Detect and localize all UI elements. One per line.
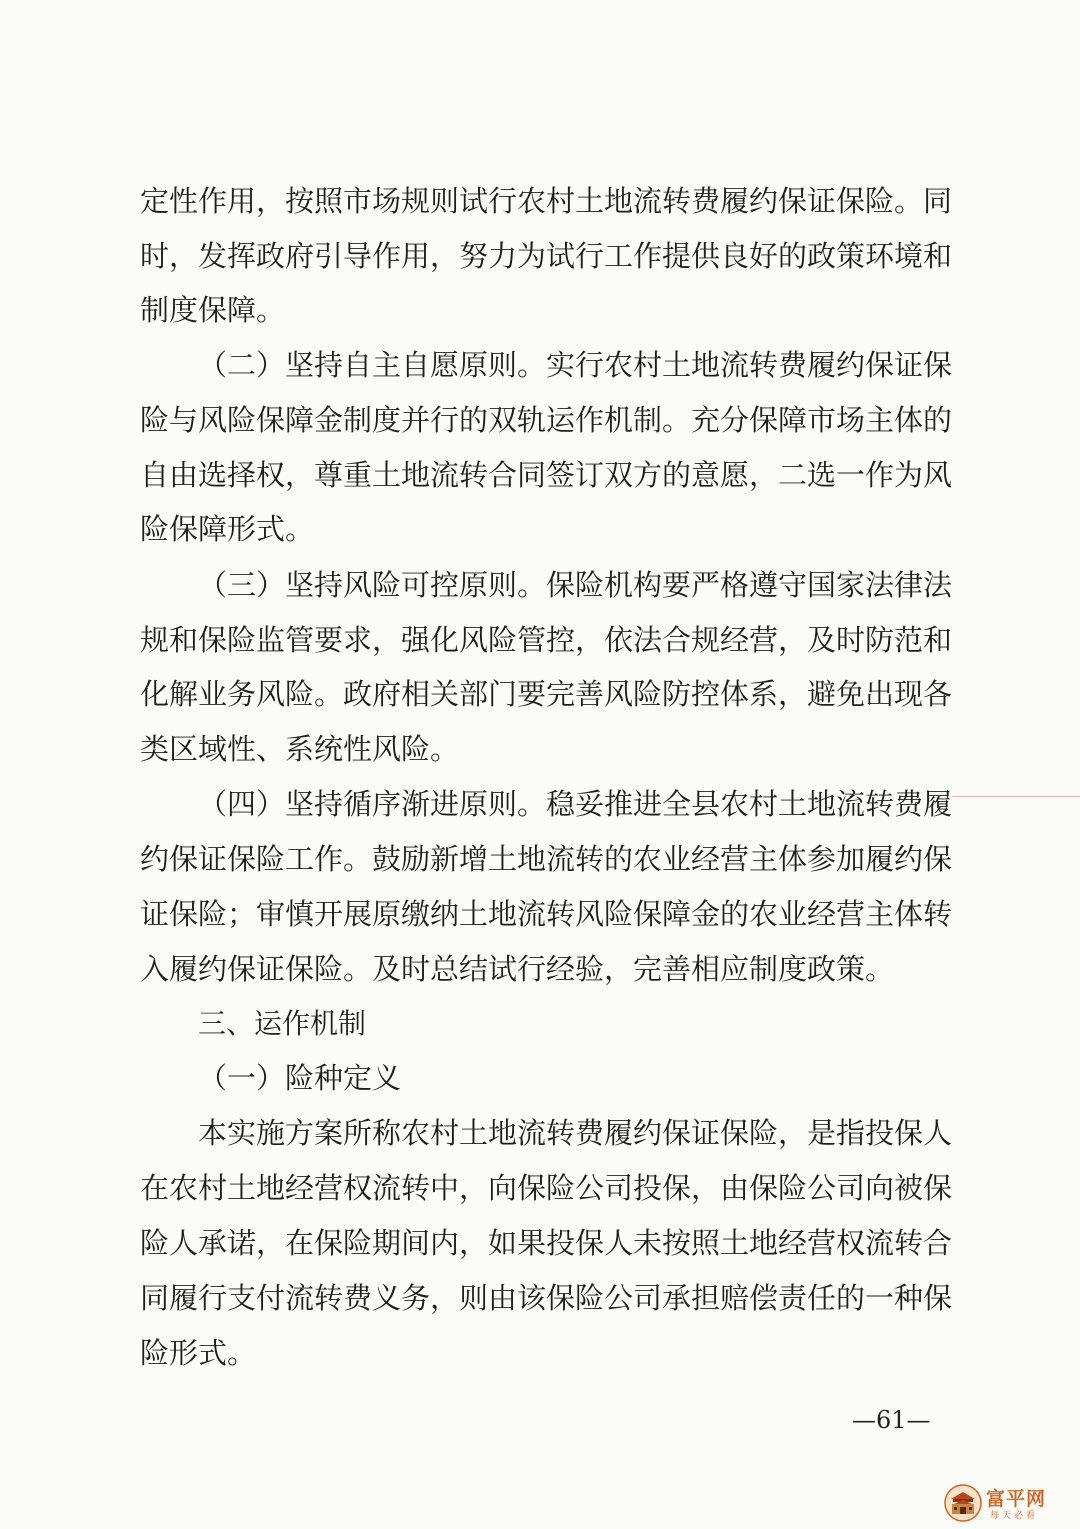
text-line: 规和保险监管要求，强化风险管控，依法合规经营，及时防范和 [140,623,953,657]
text-line: 险保障形式。 [140,512,315,546]
text-line: 化解业务风险。政府相关部门要完善风险防控体系，避免出现各 [140,677,953,711]
text-line: 险与风险保障金制度并行的双轨运作机制。充分保障市场主体的 [140,403,953,437]
text-line: 本实施方案所称农村土地流转费履约保证保险，是指投保人 [198,1116,953,1150]
city-gate-icon [944,1484,982,1522]
text-line: 同履行支付流转费义务，则由该保险公司承担赔偿责任的一种保 [140,1281,953,1315]
text-line: （三）坚持风险可控原则。保险机构要严格遵守国家法律法 [198,568,953,602]
text-line: （二）坚持自主自愿原则。实行农村土地流转费履约保证保 [198,348,953,382]
text-line: 约保证保险工作。鼓励新增土地流转的农业经营主体参加履约保 [140,842,953,876]
text-line: 类区域性、系统性风险。 [140,732,460,766]
text-line: 定性作用，按照市场规则试行农村土地流转费履约保证保险。同 [140,184,953,218]
watermark-name: 富平网 [986,1488,1047,1510]
text-line: 证保险；审慎开展原缴纳土地流转风险保障金的农业经营主体转 [140,897,953,931]
text-line: 在农村土地经营权流转中，向保险公司投保，由保险公司向被保 [140,1171,953,1205]
text-line: 险形式。 [140,1336,257,1370]
watermark-logo [944,1484,1064,1522]
scan-mark [952,796,1080,797]
text-line: 自由选择权，尊重土地流转合同签订双方的意愿，二选一作为风 [140,458,953,492]
page-number: —61— [852,1406,931,1434]
section-heading: 三、运作机制 [198,1007,367,1040]
subsection-heading: （一）险种定义 [198,1061,402,1095]
watermark-slogan: 每天必看 [990,1511,1039,1521]
text-line: 制度保障。 [140,293,286,327]
text-line: 险人承诺，在保险期间内，如果投保人未按照土地经营权流转合 [140,1226,953,1260]
text-line: 时，发挥政府引导作用，努力为试行工作提供良好的政策环境和 [140,239,953,273]
text-line: 入履约保证保险。及时总结试行经验，完善相应制度政策。 [140,952,895,986]
text-line: （四）坚持循序渐进原则。稳妥推进全县农村土地流转费履 [198,787,953,821]
